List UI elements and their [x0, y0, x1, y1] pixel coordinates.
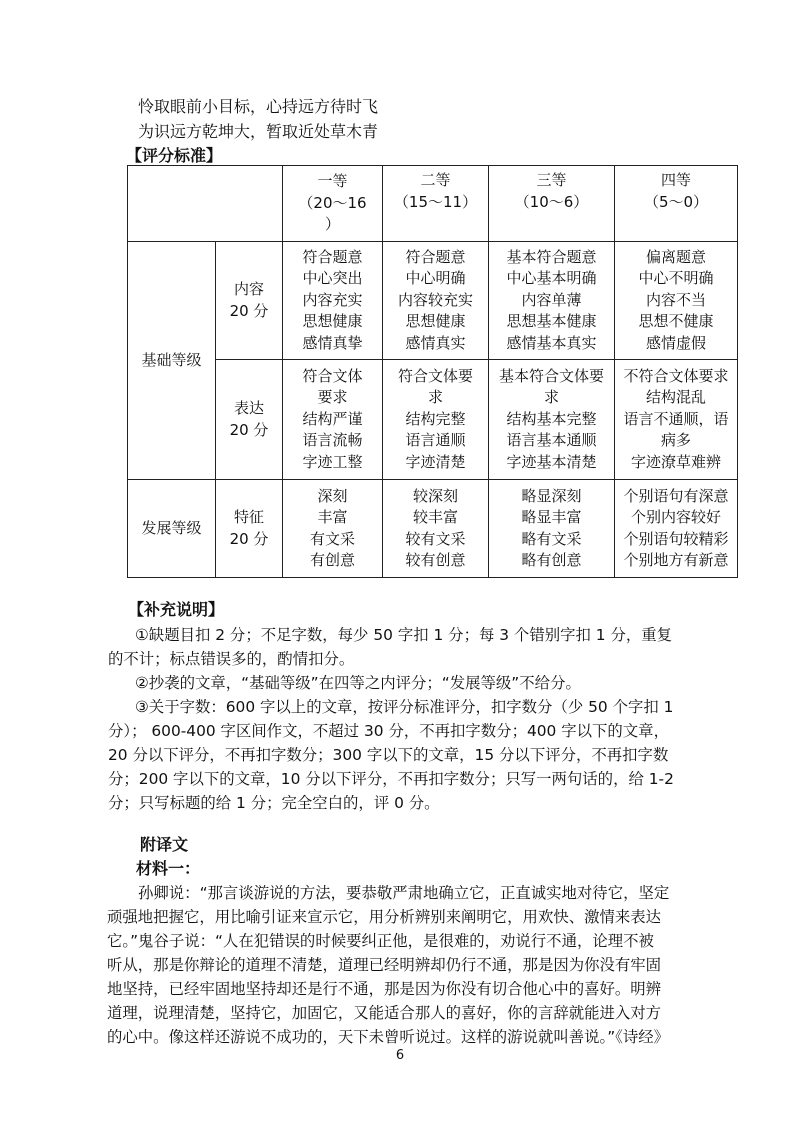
supplement-line: 分；只写标题的给 1 分；完全空白的，评 0 分。 [108, 794, 440, 812]
supplement-heading: 【补充说明】 [128, 600, 225, 619]
translation-line: 听从，那是你辩论的道理不清楚，道理已经明辨却仍行不通，那是因为你没有牢固 [107, 956, 662, 974]
grade-2-header: 二等 （15～11） [383, 166, 489, 242]
content-row [128, 242, 738, 360]
supplement-line: ①缺题目扣 2 分；不足字数，每少 50 字扣 1 分；每 3 个错别字扣 1 分，重复 [135, 626, 673, 644]
translation-line: 它。”鬼谷子说：“人在犯错误的时候要纠正他，是很难的，劝说行不通，论理不被 [107, 932, 654, 950]
translation-line: 地坚持，已经牢固地坚持却还是行不通，那是因为你没有切合他心中的喜好。明辨 [107, 980, 662, 998]
development-level-label: 发展等级 [128, 480, 216, 578]
intro-line-2: 为识远方乾坤大，暂取近处草木青 [138, 122, 379, 141]
expression-grade-2: 符合文体要 求 结构完整 语言通顺 字迹清楚 [383, 360, 489, 480]
intro-line-1: 怜取眼前小目标，心持远方待时飞 [138, 97, 379, 116]
content-grade-2: 符合题意 中心明确 内容较充实 思想健康 感情真实 [383, 242, 489, 360]
rubric-heading: 【评分标准】 [126, 146, 223, 165]
translation-heading: 附译文 [140, 835, 189, 854]
translation-line: 道理，说理清楚，坚持它，加固它，又能适合那人的喜好，你的言辞就能进入对方 [107, 1004, 662, 1022]
feature-grade-1: 深刻 丰富 有文采 有创意 [283, 480, 383, 578]
expression-grade-3: 基本符合文体要 求 结构基本完整 语言基本通顺 字迹基本清楚 [489, 360, 615, 480]
feature-grade-3: 略显深刻 略显丰富 略有文采 略有创意 [489, 480, 615, 578]
content-grade-4: 偏离题意 中心不明确 内容不当 思想不健康 感情虚假 [615, 242, 738, 360]
feature-grade-4: 个别语句有深意 个别内容较好 个别语句较精彩 个别地方有新意 [615, 480, 738, 578]
expression-grade-4: 不符合文体要求 结构混乱 语言不通顺，语 病多 字迹潦草难辨 [615, 360, 738, 480]
grade-4-header: 四等 （5～0） [615, 166, 738, 242]
content-grade-3: 基本符合题意 中心基本明确 内容单薄 思想基本健康 感情基本真实 [489, 242, 615, 360]
empty-header-cell [128, 166, 283, 242]
grade-3-header: 三等 （10～6） [489, 166, 615, 242]
expression-grade-1: 符合文体 要求 结构严谨 语言流畅 字迹工整 [283, 360, 383, 480]
translation-subheading: 材料一： [136, 859, 201, 878]
grade-header-row [128, 166, 738, 242]
translation-line: 的心中。像这样还游说不成功的，天下未曾听说过。这样的游说就叫善说。”《诗经》 [107, 1028, 670, 1046]
translation-line: 顽强地把握它，用比喻引证来宣示它，用分析辨别来阐明它，用欢快、激情来表达 [107, 908, 662, 926]
scoring-rubric-table [127, 165, 738, 578]
supplement-line: 分；200 字以下的文章，10 分以下评分，不再扣字数分；只写一两句话的，给 1-2 [108, 770, 674, 788]
grade-1-header: 一等 （20～16 ） [283, 166, 383, 242]
feature-label: 特征 20 分 [216, 480, 283, 578]
feature-grade-2: 较深刻 较丰富 较有文采 较有创意 [383, 480, 489, 578]
translation-line: 孙卿说：“那言谈游说的方法，要恭敬严肃地确立它，正直诚实地对待它，坚定 [138, 884, 670, 902]
content-label: 内容 20 分 [216, 242, 283, 360]
supplement-line: 的不计；标点错误多的，酌情扣分。 [108, 650, 355, 668]
supplement-line: ②抄袭的文章，“基础等级”在四等之内评分；“发展等级”不给分。 [135, 674, 581, 692]
page-number: 6 [395, 1048, 405, 1063]
basic-level-label: 基础等级 [128, 242, 216, 480]
expression-label: 表达 20 分 [216, 360, 283, 480]
content-grade-1: 符合题意 中心突出 内容充实 思想健康 感情真挚 [283, 242, 383, 360]
supplement-line: 分）； 600-400 字区间作文，不超过 30 分，不再扣字数分；400 字以下的文章， [108, 722, 669, 740]
expression-row [128, 360, 738, 480]
supplement-line: ③关于字数：600 字以上的文章，按评分标准评分，扣字数分（少 50 个字扣 1 [135, 698, 674, 716]
supplement-line: 20 分以下评分，不再扣字数分；300 字以下的文章，15 分以下评分，不再扣字数 [108, 746, 669, 764]
feature-row [128, 480, 738, 578]
